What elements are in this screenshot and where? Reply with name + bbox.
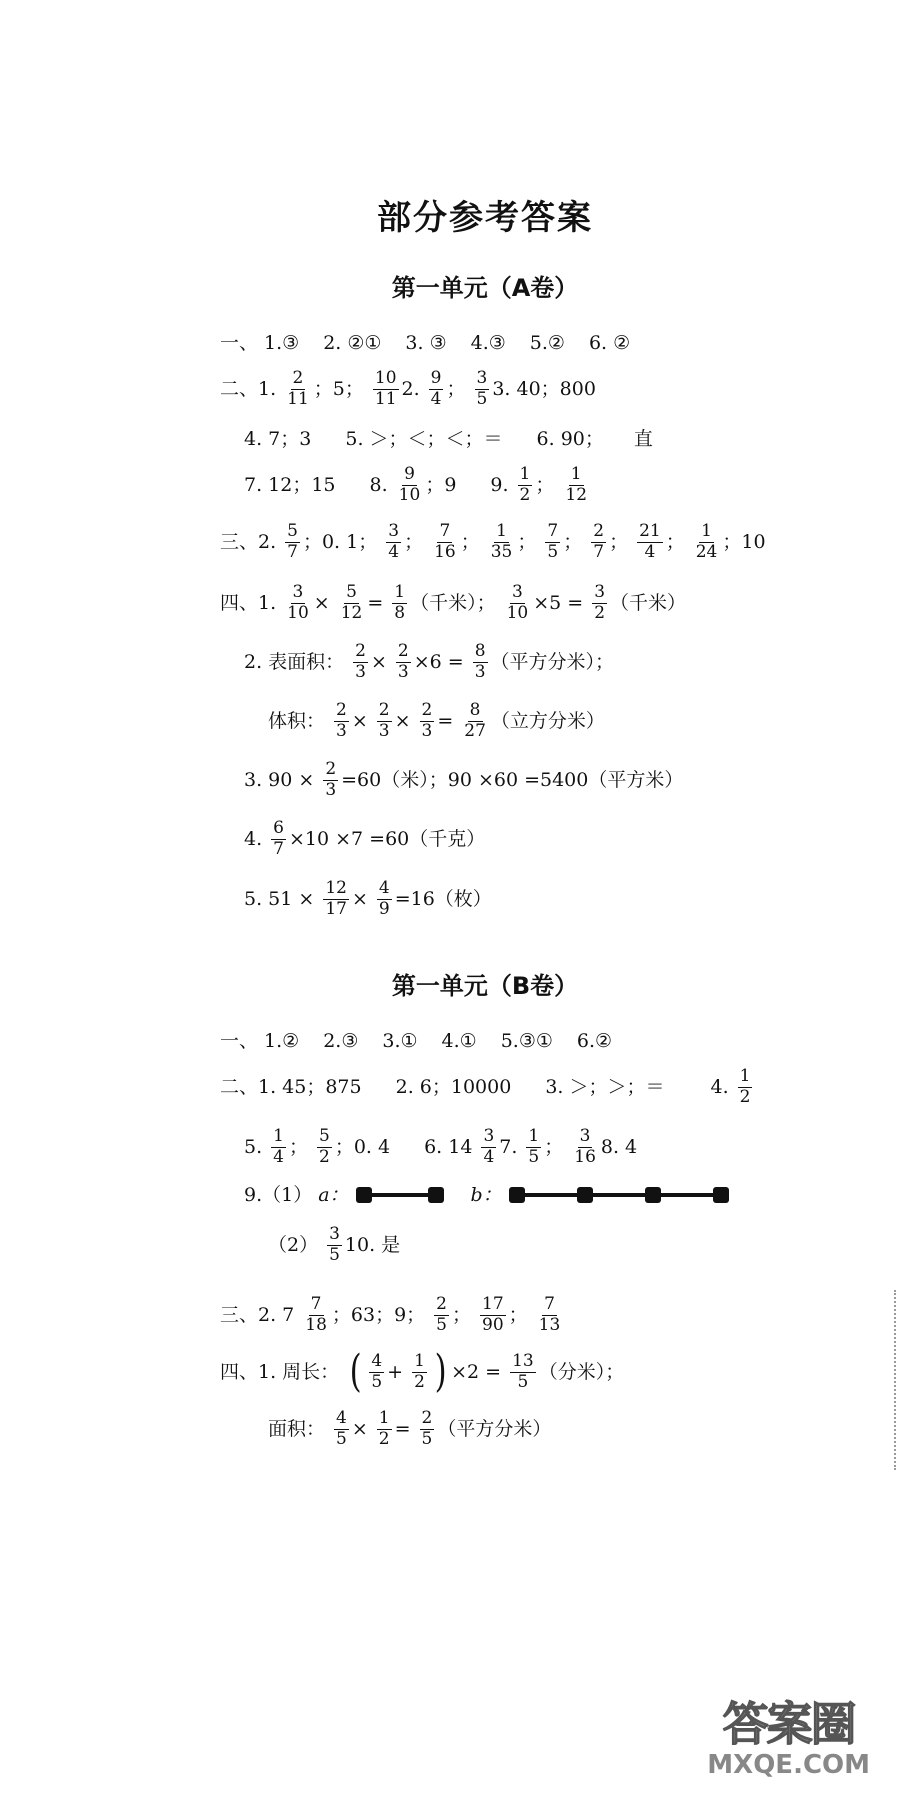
answer-text: ； — [404, 530, 424, 553]
answer-text: × — [394, 709, 411, 732]
answer-text: （千米） — [610, 591, 687, 614]
fraction: $\frac{1}{2}$ — [378, 1408, 390, 1449]
fraction: $\frac{4}{9}$ — [378, 878, 390, 919]
segment-a — [355, 1184, 445, 1206]
answer-text: ； — [517, 530, 537, 553]
fraction: $\frac{8}{27}$ — [464, 700, 486, 741]
fraction: 3 4 — [388, 521, 400, 562]
fraction: $\frac{2}{3}$ — [397, 641, 409, 682]
fraction: 3 16 — [574, 1126, 596, 1167]
fraction: $\frac{5}{12}$ — [340, 582, 363, 623]
unit-a-heading: 第一单元（A卷） — [391, 274, 579, 302]
unit-b-q2-line1: 二、1. 45；875 2. 6；10000 3. ＞；＞；＝ 4. 1 2 — [220, 1066, 751, 1107]
fraction: 9 10 — [398, 464, 421, 505]
fraction: 3 5 — [329, 1224, 340, 1265]
segment-dot — [645, 1187, 661, 1203]
fraction: $\frac{3}{10}$ — [287, 582, 309, 623]
fraction: $\frac{4}{5}$ — [336, 1408, 347, 1449]
unit-a-q4-2b: 体积： $\frac{2}{3}$ × $\frac{2}{3}$ × $\frac{2}{3}$ = $\frac{8}{27}$ （立方分米） — [268, 700, 605, 741]
unit-a-q4-1: 四、1. $\frac{3}{10}$ × $\frac{5}{12}$ = $\frac{1}{8}$ （千米）； $\frac{3}{10}$ ×5 = $\frac{3}{2}$ （千米） — [220, 582, 687, 623]
fraction: $\frac{3}{10}$ — [506, 582, 529, 623]
unit-a-q3: 三、2. 5 7 ；0. 1； 3 4 ； 7 16 ； 1 35 ； 7 5 ； 2 7 ； 21 4 ； 1 24 ；10 — [220, 521, 766, 562]
answer-text: × — [351, 709, 368, 732]
answer-text: × — [313, 591, 330, 614]
fraction: 21 4 — [639, 521, 661, 562]
answer-text: = — [437, 709, 454, 732]
fraction: 7 5 — [547, 521, 559, 562]
fraction: 1 5 — [528, 1126, 540, 1167]
unit-b-q9-line2: （2） 3 5 10. 是 — [268, 1224, 401, 1265]
fraction: $\frac{1}{8}$ — [394, 582, 406, 623]
unit-a-q4-5: 5. 51 × $\frac{12}{17}$ × $\frac{4}{9}$ =16（枚） — [244, 878, 492, 919]
answer-text: ×6 = — [413, 650, 464, 673]
fraction: $\frac{2}{3}$ — [355, 641, 366, 682]
left-paren: ( — [349, 1346, 362, 1397]
fraction: 5 7 — [287, 521, 298, 562]
page-title: 部分参考答案 — [377, 198, 593, 238]
unit-b-q3: 三、2. 7 7 18 ；63；9； 2 5 ； 17 90 ； 7 13 — [220, 1294, 561, 1335]
unit-a-q4-4: 4. $\frac{6}{7}$ ×10 ×7 =60（千克） — [244, 818, 486, 859]
fraction: $\frac{3}{2}$ — [594, 582, 606, 623]
answer-text: （千米）； — [410, 591, 496, 614]
fraction: 1 2 — [519, 464, 531, 505]
fraction: 2 7 — [593, 521, 605, 562]
unit-a-q2-line3: 7. 12；15 8. 9 10 ；9 9. 1 2 ； 1 12 — [244, 464, 588, 505]
answer-text: ； — [452, 1303, 472, 1326]
answer-text: × — [371, 650, 387, 673]
answer-text: ；63；9； — [331, 1303, 426, 1326]
fraction: $\frac{2}{3}$ — [378, 700, 390, 741]
answer-text: （平方分米） — [437, 1417, 552, 1440]
fraction: 1 35 — [490, 521, 513, 562]
answer-text: = — [394, 1417, 411, 1440]
answer-text: ； — [460, 530, 480, 553]
unit-b-q4-1b: 面积： $\frac{4}{5}$ × $\frac{1}{2}$ = $\frac{2}{5}$ （平方分米） — [268, 1408, 552, 1449]
fraction: $\frac{2}{3}$ — [325, 759, 337, 800]
answer-text: （平方分米）； — [490, 650, 615, 673]
unit-a-q2-line2: 4. 7；3 5. ＞；＜；＜；＝ 6. 90； 直 — [244, 428, 653, 450]
segment-dot — [428, 1187, 444, 1203]
unit-a-q1: 一、 1.③ 2. ②① 3. ③ 4.③ 5.② 6. ② — [220, 332, 631, 354]
answer-text: ； — [609, 530, 629, 553]
fraction: 1 24 — [695, 521, 718, 562]
answer-text: ×10 ×7 =60（千克） — [288, 827, 486, 850]
fraction: 3 4 — [483, 1126, 495, 1167]
watermark-logo: 答案圈 MXQE.COM — [707, 1697, 870, 1780]
answer-text: ； — [665, 530, 685, 553]
fraction: 1 2 — [739, 1066, 751, 1107]
unit-b-q4-1a: 四、1. 周长： ( 4 5 + $\frac{1}{2}$ ) ×2 = $\frac{13}{5}$ （分米）； — [220, 1346, 625, 1397]
answer-text: = — [367, 591, 384, 614]
fraction: $\frac{6}{7}$ — [273, 818, 284, 859]
unit-a-q2-line1: 二、1. 2 11 ；5； 10 11 2. 9 4 ； 3 5 3. 40；800 — [220, 368, 596, 409]
answer-text: × — [351, 1417, 368, 1440]
fraction: $\frac{8}{3}$ — [474, 641, 486, 682]
fraction: 2 11 — [287, 368, 309, 409]
answer-text: =16（枚） — [394, 887, 492, 910]
segment-dot — [577, 1187, 593, 1203]
answer-text: ；0. 1； — [302, 530, 378, 553]
unit-b-q1: 一、 1.② 2.③ 3.① 4.① 5.③① 6.② — [220, 1030, 613, 1052]
fraction: 3 5 — [476, 368, 488, 409]
unit-a-q4-3: 3. 90 × $\frac{2}{3}$ =60（米）；90 ×60 =5400（平方米） — [244, 759, 684, 800]
answer-text: （立方分米） — [490, 709, 605, 732]
fraction: 17 90 — [482, 1294, 504, 1335]
right-paren: ) — [434, 1346, 447, 1397]
fraction: $\frac{12}{17}$ — [325, 878, 347, 919]
fraction: $\frac{2}{3}$ — [421, 700, 433, 741]
segment-b — [508, 1184, 730, 1206]
fraction: 1 4 — [273, 1126, 284, 1167]
fraction: 2 5 — [436, 1294, 447, 1335]
answer-text: ；10 — [722, 530, 766, 553]
fraction: 1 12 — [565, 464, 588, 505]
unit-b-heading: 第一单元（B卷） — [391, 972, 579, 1000]
fraction: 5 2 — [318, 1126, 330, 1167]
answer-text: × — [351, 887, 368, 910]
fraction: 7 18 — [305, 1294, 327, 1335]
fraction: $\frac{2}{3}$ — [336, 700, 347, 741]
answer-text: ； — [563, 530, 583, 553]
unit-b-q9-line1: 9.（1） a： b： — [244, 1184, 736, 1206]
fraction: 7 13 — [538, 1294, 561, 1335]
answer-text: ； — [508, 1303, 528, 1326]
answer-text: =60（米）；90 ×60 =5400（平方米） — [341, 768, 684, 791]
fraction: 10 11 — [374, 368, 397, 409]
segment-dot — [356, 1187, 372, 1203]
fraction: 4 5 — [371, 1350, 383, 1392]
fraction: $\frac{1}{2}$ — [414, 1350, 425, 1392]
segment-dot — [509, 1187, 525, 1203]
page-edge-dots — [892, 1290, 896, 1470]
fraction: 7 16 — [434, 521, 456, 562]
unit-b-q2-line2: 5. 1 4 ； 5 2 ；0. 4 6. 14 3 4 7. 1 5 ； 3 16 8. 4 — [244, 1126, 638, 1167]
answer-text: ×5 = — [533, 591, 584, 614]
fraction: $\frac{2}{5}$ — [421, 1408, 433, 1449]
fraction: $\frac{13}{5}$ — [512, 1350, 534, 1392]
fraction: 9 4 — [430, 368, 442, 409]
segment-dot — [713, 1187, 729, 1203]
unit-a-q4-2a: 2. 表面积： $\frac{2}{3}$ × $\frac{2}{3}$ ×6 = $\frac{8}{3}$ （平方分米）； — [244, 641, 615, 682]
